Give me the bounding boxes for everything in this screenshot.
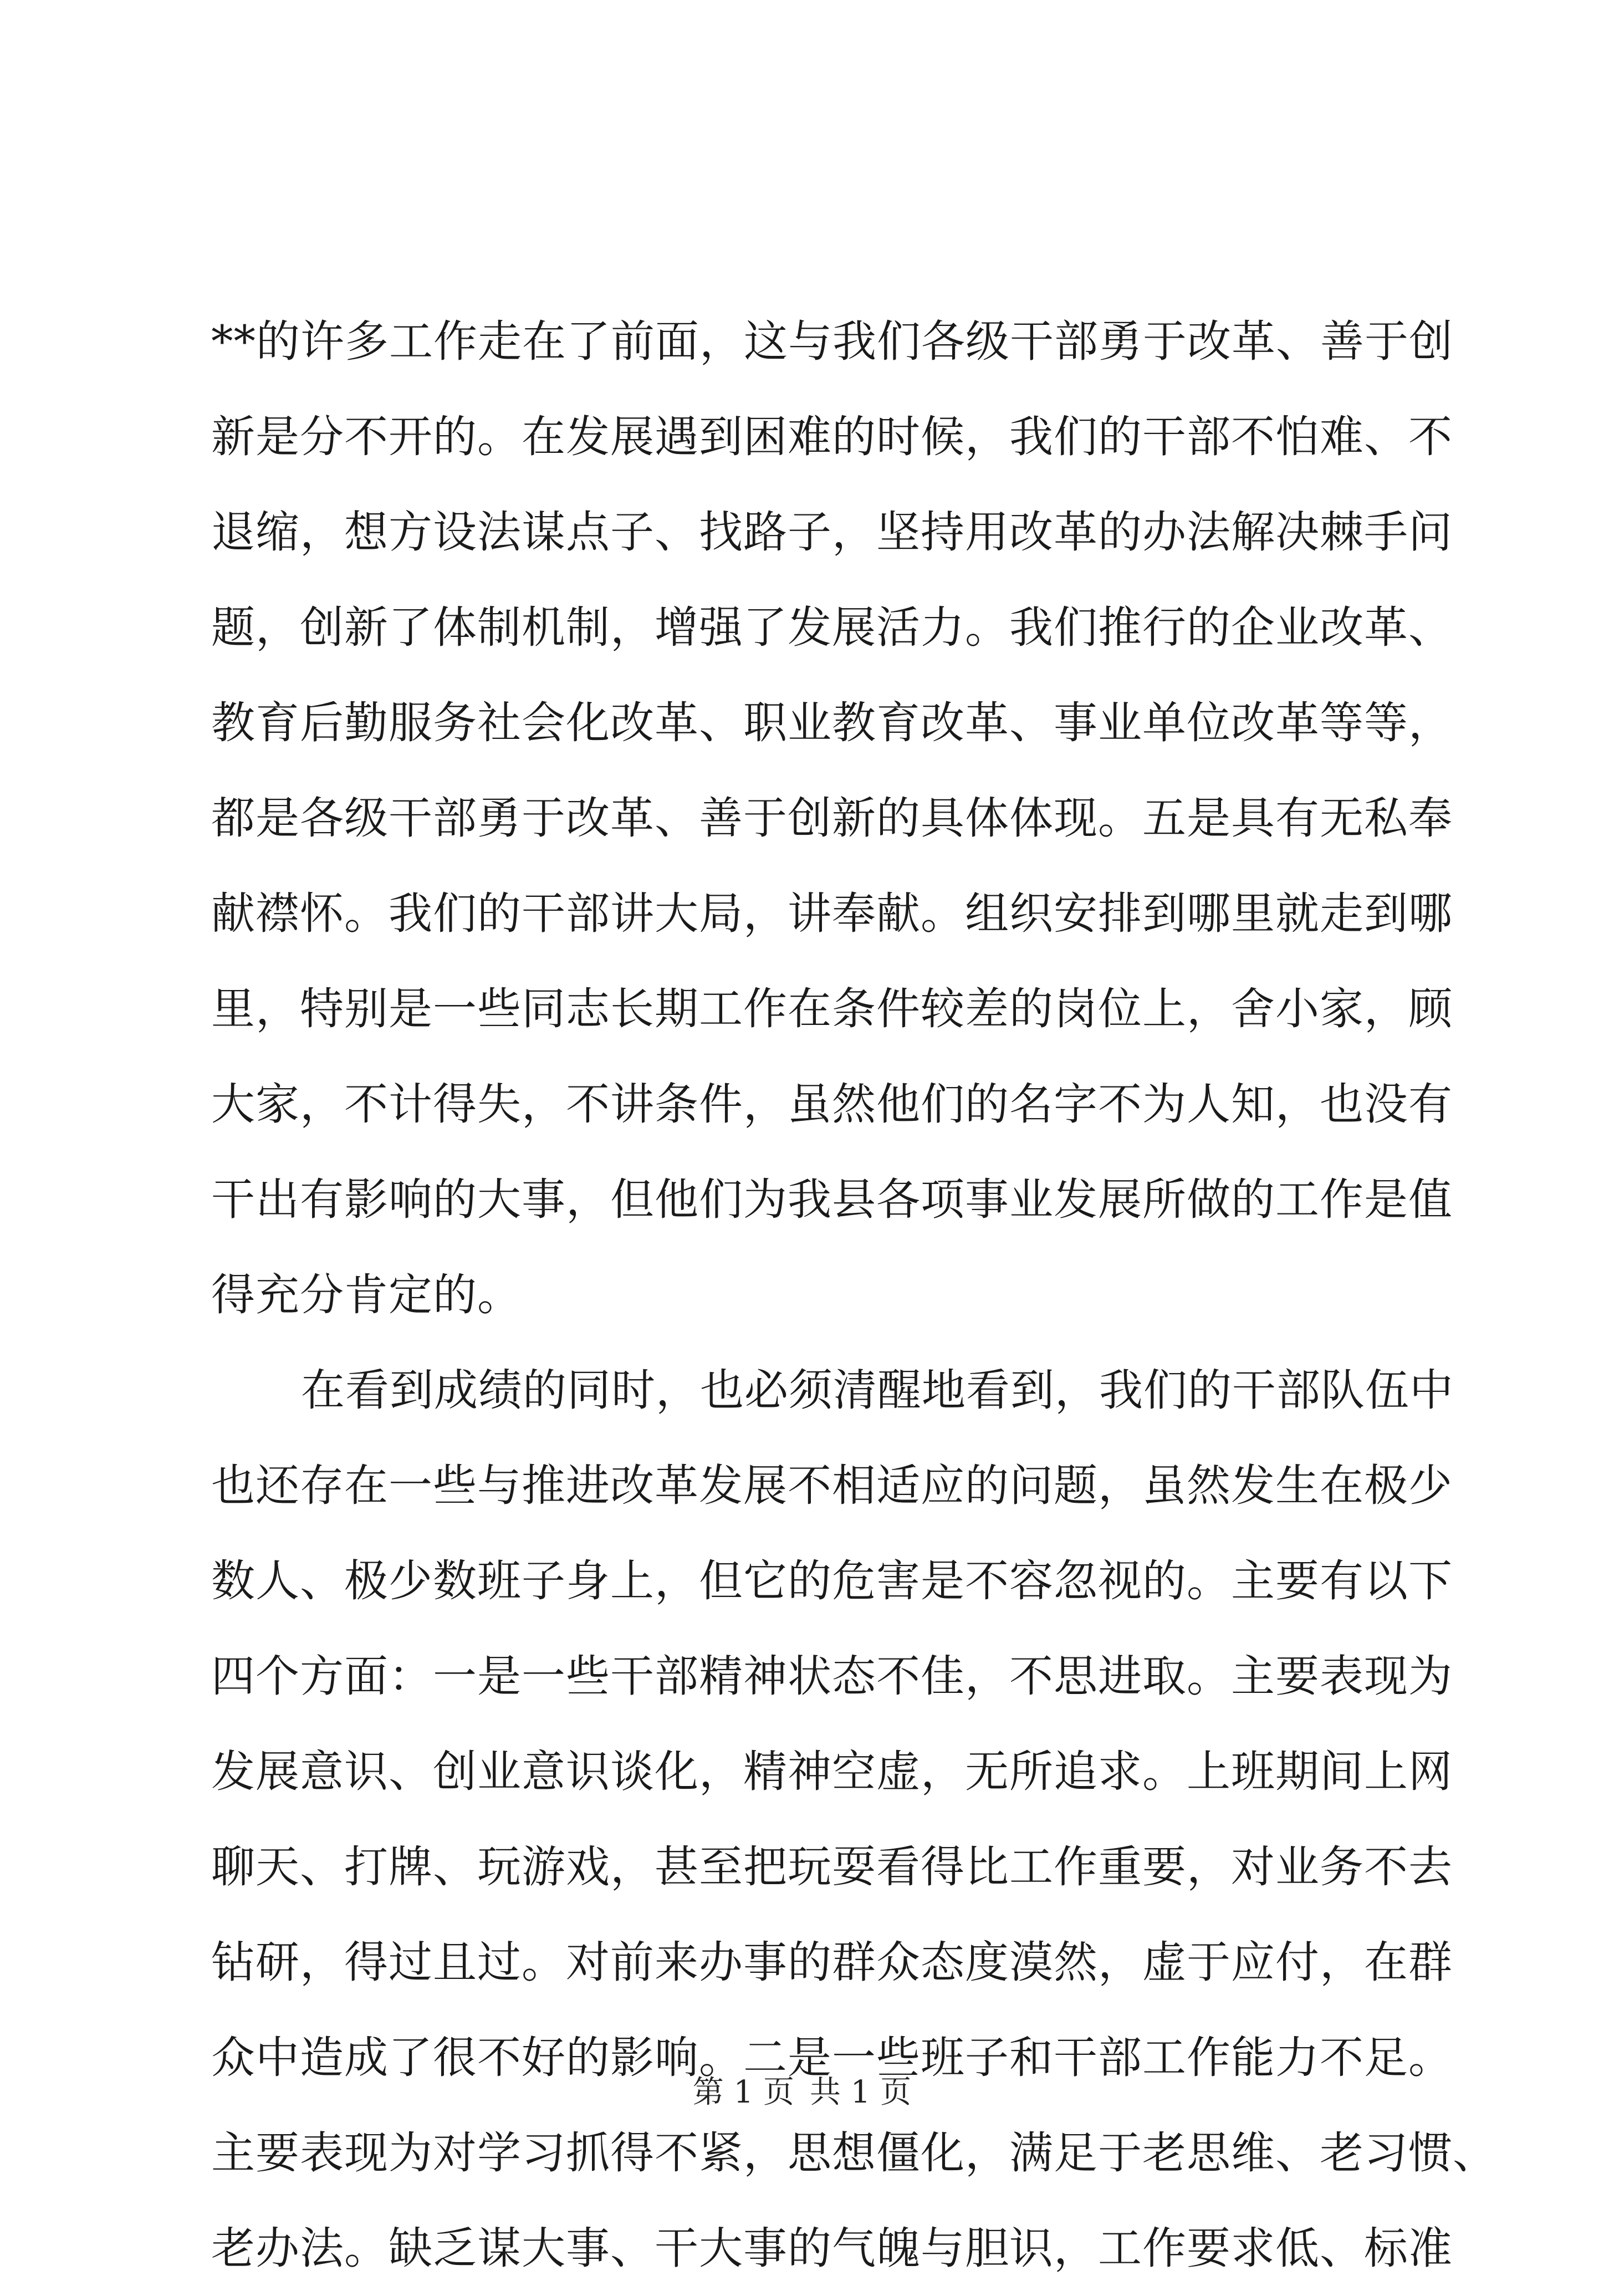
page-footer bbox=[0, 2073, 1604, 2112]
text-line: 在看到成绩的同时，也必须清醒地看到，我们的干部队伍中 bbox=[301, 1365, 1454, 1416]
page-number: 第 1 页 bbox=[692, 2074, 794, 2110]
page-total: 共 1 页 bbox=[810, 2074, 912, 2110]
text-line: 教育后勤服务社会化改革、职业教育改革、事业单位改革等等， bbox=[211, 697, 1453, 748]
text-line: 都是各级干部勇于改革、善于创新的具体体现。五是具有无私奉 bbox=[211, 793, 1453, 844]
text-line: 大家，不计得失，不讲条件，虽然他们的名字不为人知，也没有 bbox=[211, 1079, 1453, 1130]
text-line: 发展意识、创业意识谈化，精神空虚，无所追求。上班期间上网 bbox=[211, 1746, 1453, 1797]
text-line: 新是分不开的。在发展遇到困难的时候，我们的干部不怕难、不 bbox=[211, 411, 1453, 462]
text-line: 聊天、打牌、玩游戏，甚至把玩耍看得比工作重要，对业务不去 bbox=[211, 1841, 1453, 1892]
text-line: 众中造成了很不好的影响。二是一些班子和干部工作能力不足。 bbox=[211, 2032, 1453, 2083]
text-line: 退缩，想方设法谋点子、找路子，坚持用改革的办法解决棘手问 bbox=[211, 507, 1453, 558]
document-body bbox=[211, 294, 1497, 2296]
text-line: 主要表现为对学习抓得不紧，思想僵化，满足于老思维、老习惯、 bbox=[211, 2127, 1497, 2178]
text-line: 也还存在一些与推进改革发展不相适应的问题，虽然发生在极少 bbox=[211, 1460, 1453, 1511]
paragraph bbox=[211, 294, 1453, 1343]
text-line: 四个方面：一是一些干部精神状态不佳，不思进取。主要表现为 bbox=[211, 1651, 1453, 1702]
text-line: **的许多工作走在了前面，这与我们各级干部勇于改革、善于创 bbox=[211, 316, 1453, 367]
text-line: 里，特别是一些同志长期工作在条件较差的岗位上，舍小家，顾 bbox=[211, 983, 1453, 1034]
text-line: 题，创新了体制机制，增强了发展活力。我们推行的企业改革、 bbox=[211, 602, 1453, 653]
text-line: 钻研，得过且过。对前来办事的群众态度漠然，虚于应付，在群 bbox=[211, 1937, 1453, 1988]
text-line: 干出有影响的大事，但他们为我县各项事业发展所做的工作是值 bbox=[211, 1174, 1453, 1225]
paragraph bbox=[211, 1343, 1497, 2296]
text-line: 得充分肯定的。 bbox=[211, 1269, 522, 1320]
text-line: 老办法。缺乏谋大事、干大事的气魄与胆识，工作要求低、标准 bbox=[211, 2223, 1453, 2274]
text-line: 数人、极少数班子身上，但它的危害是不容忽视的。主要有以下 bbox=[211, 1555, 1453, 1606]
text-line: 献襟怀。我们的干部讲大局，讲奉献。组织安排到哪里就走到哪 bbox=[211, 888, 1453, 939]
